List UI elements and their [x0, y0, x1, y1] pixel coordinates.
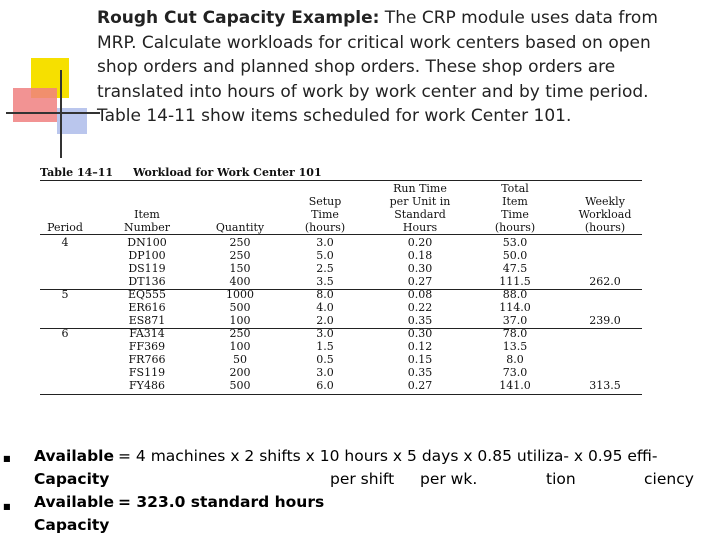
table-cell-run: 0.35	[407, 366, 433, 379]
table-cell-total: 37.0	[502, 314, 528, 327]
table-cell-qty: 50	[233, 353, 247, 366]
bullet1-label-2: Capacity	[34, 470, 110, 488]
table-cell-qty: 250	[229, 249, 251, 262]
table-cell-weekly: 262.0	[589, 275, 621, 288]
table-cell-total: 88.0	[502, 288, 528, 301]
table-cell-total: 50.0	[502, 249, 528, 262]
header-run-time: Run Time per Unit in Standard Hours	[389, 182, 451, 234]
table-cell-period: 5	[61, 288, 69, 301]
intro-paragraph	[97, 6, 709, 129]
table-cell-total: 78.0	[502, 327, 528, 340]
table-cell-setup: 6.0	[316, 379, 334, 392]
header-setup: Setup Time (hours)	[304, 195, 346, 234]
intro-line-5: Table 14-11 show items scheduled for work Center 101.	[97, 106, 572, 126]
table-cell-total: 141.0	[499, 379, 531, 392]
bullet1-tion: tion	[546, 470, 576, 488]
table-cell-run: 0.15	[407, 353, 433, 366]
table-cell-weekly: 239.0	[589, 314, 621, 327]
bullet-marker-1: ■	[3, 454, 11, 463]
table-cell-total: 53.0	[502, 236, 528, 249]
decorative-logo	[0, 0, 100, 160]
table-cell-setup: 3.0	[316, 327, 334, 340]
table-cell-item: FY486	[129, 379, 165, 392]
table-cell-run: 0.27	[407, 379, 433, 392]
table-cell-qty: 200	[229, 366, 251, 379]
table-caption	[40, 166, 342, 179]
table-cell-total: 114.0	[499, 301, 531, 314]
table-cell-weekly: 313.5	[589, 379, 621, 392]
bullet2-value: = 323.0 standard hours	[118, 493, 325, 511]
table-cell-setup: 3.5	[316, 275, 334, 288]
bullet2-label: Available	[34, 493, 115, 511]
table-cell-item: FF369	[128, 340, 166, 353]
table-cell-setup: 5.0	[316, 249, 334, 262]
intro-line-1: The CRP module uses data from	[379, 8, 658, 28]
table-cell-qty: 100	[229, 340, 251, 353]
header-total: Total Item Time (hours)	[494, 182, 536, 234]
table-cell-period: 4	[61, 236, 69, 249]
table-cell-setup: 4.0	[316, 301, 334, 314]
table-cell-qty: 500	[229, 379, 251, 392]
table-cell-qty: 1000	[226, 288, 254, 301]
header-quantity: Quantity	[215, 221, 265, 234]
table-cell-setup: 2.0	[316, 314, 334, 327]
intro-heading: Rough Cut Capacity Example:	[97, 8, 380, 28]
header-weekly: Weekly Workload (hours)	[578, 195, 632, 234]
table-cell-total: 13.5	[502, 340, 528, 353]
header-item: Item Number	[124, 208, 170, 234]
table-cell-qty: 500	[229, 301, 251, 314]
table-title: Workload for Work Center 101	[133, 166, 322, 179]
table-cell-qty: 150	[229, 262, 251, 275]
table-cell-item: DP100	[128, 249, 166, 262]
bullet-marker-2: ■	[3, 502, 11, 511]
table-cell-run: 0.20	[407, 236, 433, 249]
bullet1-ciency: ciency	[644, 470, 694, 488]
intro-line-4: translated into hours of work by work center and by time period.	[97, 81, 649, 102]
table-cell-qty: 250	[229, 236, 251, 249]
table-cell-setup: 3.0	[316, 366, 334, 379]
table-cell-run: 0.27	[407, 275, 433, 288]
bullet1-per-wk: per wk.	[420, 470, 478, 488]
table-bottom-rule	[40, 394, 642, 395]
header-period: Period	[47, 221, 83, 234]
logo-horizontal-line	[6, 112, 100, 114]
bullet1-per-shift: per shift	[330, 470, 395, 488]
table-cell-setup: 0.5	[316, 353, 334, 366]
table-cell-item: FR766	[128, 353, 166, 366]
table-cell-total: 47.5	[502, 262, 528, 275]
table-label: Table 14–11	[40, 166, 114, 179]
table-cell-item: FA314	[129, 327, 165, 340]
table-cell-item: DS119	[128, 262, 166, 275]
table-cell-setup: 3.0	[316, 236, 334, 249]
table-cell-total: 8.0	[506, 353, 524, 366]
table-cell-item: DN100	[127, 236, 167, 249]
table-cell-item: ES871	[128, 314, 166, 327]
table-cell-total: 73.0	[502, 366, 528, 379]
table-cell-qty: 400	[229, 275, 251, 288]
table-cell-setup: 2.5	[316, 262, 334, 275]
table-header-rule	[40, 234, 642, 235]
intro-line-2: MRP. Calculate workloads for critical work centers based on open	[97, 32, 651, 53]
bullet1-formula: = 4 machines x 2 shifts x 10 hours x 5 days x 0.85 utiliza- x 0.95 effi-	[118, 447, 658, 465]
intro-line-3: shop orders and planned shop orders. These shop orders are	[97, 57, 616, 77]
workload-table	[40, 166, 642, 396]
table-cell-item: FS119	[128, 366, 166, 379]
table-cell-period: 6	[61, 327, 69, 340]
table-cell-total: 111.5	[499, 275, 531, 288]
table-cell-item: EQ555	[127, 288, 167, 301]
table-cell-item: ER616	[128, 301, 166, 314]
table-cell-item: DT136	[128, 275, 166, 288]
table-cell-qty: 100	[229, 314, 251, 327]
bullet1-label: Available	[34, 447, 115, 465]
logo-vertical-line	[60, 70, 62, 158]
table-cell-run: 0.30	[407, 262, 433, 275]
table-cell-run: 0.12	[407, 340, 433, 353]
table-cell-qty: 250	[229, 327, 251, 340]
table-cell-setup: 8.0	[316, 288, 334, 301]
table-cell-setup: 1.5	[316, 340, 334, 353]
logo-red-square	[13, 88, 57, 122]
table-cell-run: 0.35	[407, 314, 433, 327]
table-cell-run: 0.08	[407, 288, 433, 301]
bullet2-label-2: Capacity	[34, 516, 110, 534]
table-cell-run: 0.30	[407, 327, 433, 340]
table-top-rule	[40, 180, 642, 181]
table-cell-run: 0.18	[407, 249, 433, 262]
table-cell-run: 0.22	[407, 301, 433, 314]
